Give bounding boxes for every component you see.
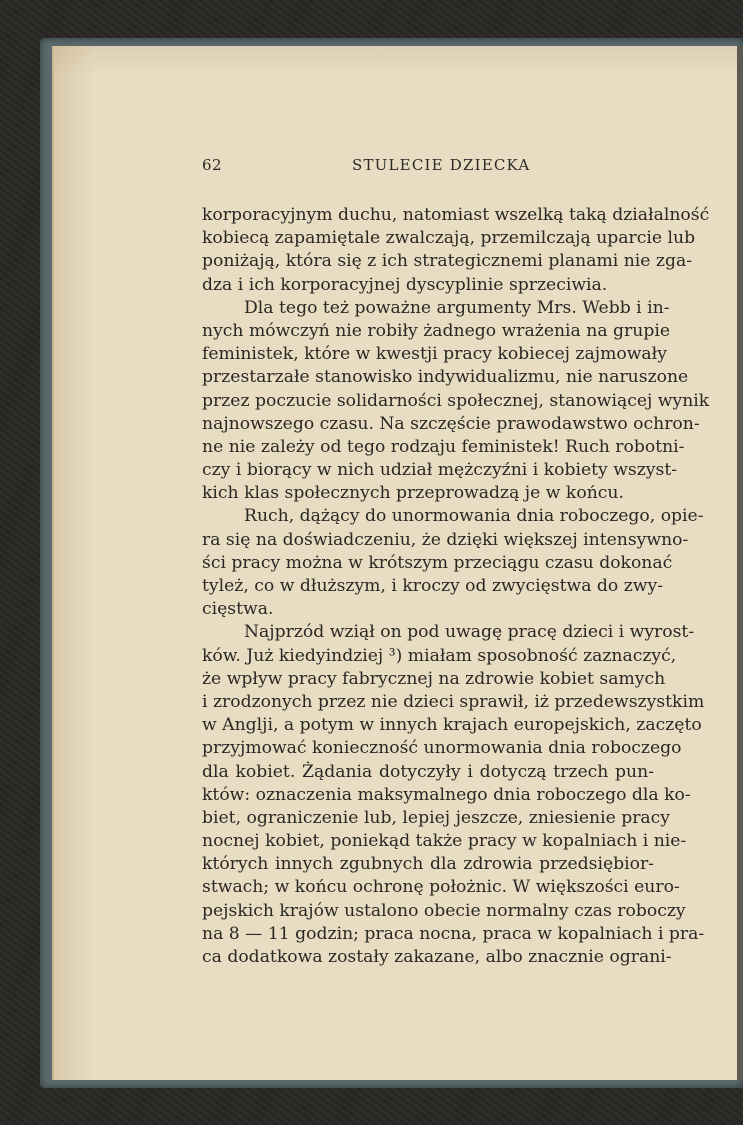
- text-line: kich klas społecznych przeprowadzą je w końcu.: [202, 483, 624, 504]
- text-line: w Anglji, a potym w innych krajach europejskich, zaczęto: [202, 715, 702, 736]
- text-line: stwach; w końcu ochronę położnic. W większości euro-: [202, 877, 680, 898]
- text-line: że wpływ pracy fabrycznej na zdrowie kobiet samych: [202, 668, 666, 689]
- text-line: kobiecą zapamiętale zwalczają, przemilczają uparcie lub: [202, 228, 696, 249]
- text-line: na 8 — 11 godzin; praca nocna, praca w kopalniach i pra-: [202, 923, 705, 944]
- text-line: korporacyjnym duchu, natomiast wszelką taką działalność: [202, 205, 710, 225]
- text-line: przez poczucie solidarności społecznej, stanowiącej wynik: [202, 390, 710, 411]
- text-line: ca dodatkowa zostały zakazane, albo znacznie ograni-: [202, 947, 672, 967]
- text-line: dla kobiet. Żądania dotyczyły i dotyczą trzech pun-: [202, 761, 654, 782]
- running-title: STULECIE DZIECKA: [352, 156, 531, 174]
- text-line: dza i ich korporacyjnej dyscyplinie sprzeciwia.: [202, 274, 608, 295]
- text-line: ne nie zależy od tego rodzaju feministek! Ruch robotni-: [202, 436, 685, 457]
- text-line: któw: oznaczenia maksymalnego dnia roboczego dla ko-: [202, 784, 691, 805]
- text-line: poniżają, która się z ich strategicznemi planami nie zga-: [202, 251, 693, 272]
- text-line: których innych zgubnych dla zdrowia przedsiębior-: [202, 854, 654, 875]
- text-line: pejskich krajów ustalono obecie normalny czas roboczy: [202, 900, 686, 921]
- text-line: Ruch, dążący do unormowania dnia roboczego, opie-: [244, 506, 704, 527]
- text-line: przyjmować konieczność unormowania dnia roboczego: [202, 738, 682, 759]
- body-text: [202, 204, 710, 969]
- text-line: przestarzałe stanowisko indywidualizmu, nie naruszone: [202, 367, 689, 388]
- text-line: ra się na doświadczeniu, że dzięki większej intensywno-: [202, 529, 689, 550]
- text-line: nocnej kobiet, poniekąd także pracy w kopalniach i nie-: [202, 831, 687, 852]
- text-line: tyleż, co w dłuższym, i kroczy od zwycięstwa do zwy-: [202, 576, 664, 596]
- text-line: biet, ograniczenie lub, lepiej jeszcze, zniesienie pracy: [202, 807, 671, 828]
- text-line: czy i biorący w nich udział mężczyźni i kobiety wszyst-: [202, 460, 678, 481]
- text-line: ków. Już kiedyindziej ³) miałam sposobność zaznaczyć,: [202, 645, 677, 666]
- page-edge: [737, 46, 743, 1080]
- text-line: i zrodzonych przez nie dzieci sprawił, iż przedewszystkim: [202, 691, 705, 712]
- text-line: cięstwa.: [202, 599, 274, 620]
- page-header: [202, 156, 662, 178]
- text-line: Najprzód wziął on pod uwagę pracę dzieci i wyrost-: [244, 622, 695, 643]
- text-line: ści pracy można w krótszym przeciągu czasu dokonać: [202, 552, 673, 573]
- text-line: Dla tego też poważne argumenty Mrs. Webb i in-: [244, 297, 670, 318]
- text-line: nych mówczyń nie robiły żadnego wrażenia na grupie: [202, 320, 671, 341]
- text-line: feministek, które w kwestji pracy kobiecej zajmowały: [202, 344, 667, 365]
- page-number: 62: [202, 156, 223, 174]
- text-line: najnowszego czasu. Na szczęście prawodawstwo ochron-: [202, 413, 700, 434]
